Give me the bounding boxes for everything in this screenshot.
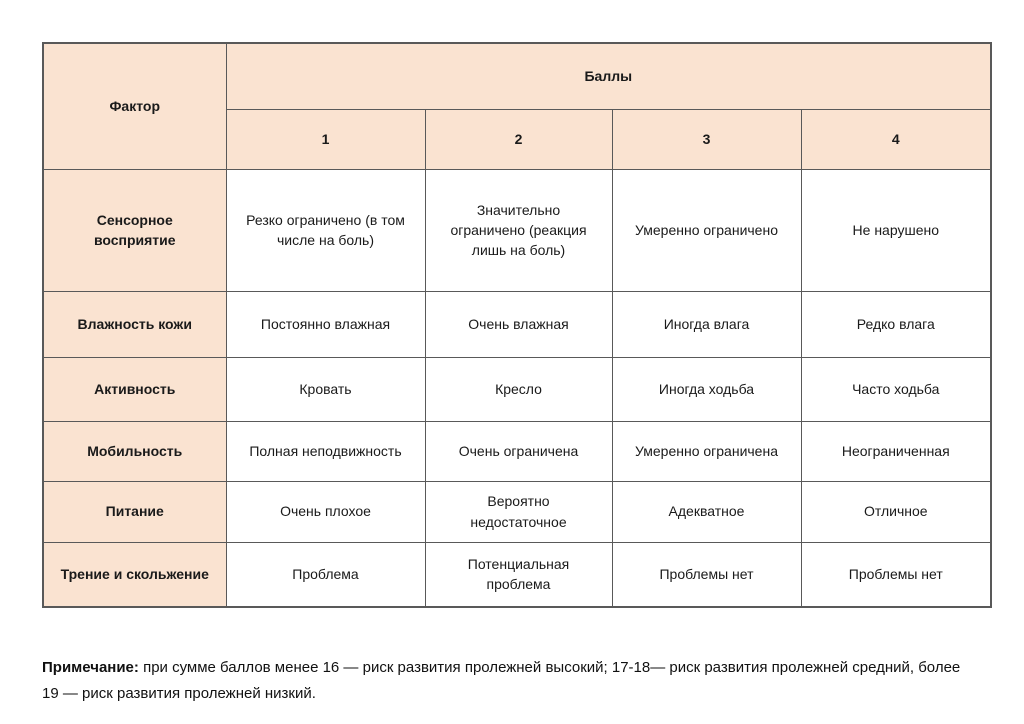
footnote: [42, 655, 967, 708]
table-row-friction: [43, 542, 991, 607]
cell-friction-score-4: Проблемы нет: [801, 542, 991, 607]
risk-assessment-table: [42, 42, 992, 608]
cell-friction-score-2: Потенциальная проблема: [425, 542, 612, 607]
cell-nutrition-score-4: Отличное: [801, 481, 991, 542]
points-column-header-3: 3: [612, 109, 801, 169]
table-row-nutrition: [43, 481, 991, 542]
factor-label-sensory: Сенсорное восприятие: [43, 169, 226, 291]
cell-mobility-score-4: Неограниченная: [801, 421, 991, 481]
factor-label-activity: Активность: [43, 357, 226, 421]
cell-activity-score-4: Часто ходьба: [801, 357, 991, 421]
cell-activity-score-1: Кровать: [226, 357, 425, 421]
cell-sensory-score-4: Не нарушено: [801, 169, 991, 291]
footnote-text: при сумме баллов менее 16 — риск развития пролежней высокий; 17-18— риск развития пролежней средний, более 19 — риск развития пролежней низкий.: [42, 659, 961, 703]
cell-activity-score-3: Иногда ходьба: [612, 357, 801, 421]
cell-mobility-score-1: Полная неподвижность: [226, 421, 425, 481]
cell-moisture-score-4: Редко влага: [801, 291, 991, 357]
cell-mobility-score-3: Умеренно ограничена: [612, 421, 801, 481]
table-row-mobility: [43, 421, 991, 481]
factor-label-friction: Трение и скольжение: [43, 542, 226, 607]
cell-activity-score-2: Кресло: [425, 357, 612, 421]
cell-mobility-score-2: Очень ограничена: [425, 421, 612, 481]
cell-friction-score-1: Проблема: [226, 542, 425, 607]
points-column-header-1: 1: [226, 109, 425, 169]
points-column-header-2: 2: [425, 109, 612, 169]
cell-moisture-score-1: Постоянно влажная: [226, 291, 425, 357]
table-row-activity: [43, 357, 991, 421]
factor-label-moisture: Влажность кожи: [43, 291, 226, 357]
cell-sensory-score-2: Значительно ограничено (реакция лишь на боль): [425, 169, 612, 291]
cell-moisture-score-2: Очень влажная: [425, 291, 612, 357]
footnote-label: Примечание:: [42, 659, 139, 676]
cell-nutrition-score-3: Адекватное: [612, 481, 801, 542]
cell-friction-score-3: Проблемы нет: [612, 542, 801, 607]
cell-nutrition-score-1: Очень плохое: [226, 481, 425, 542]
cell-moisture-score-3: Иногда влага: [612, 291, 801, 357]
factor-label-nutrition: Питание: [43, 481, 226, 542]
points-column-header-4: 4: [801, 109, 991, 169]
cell-nutrition-score-2: Вероятно недостаточное: [425, 481, 612, 542]
cell-sensory-score-3: Умеренно ограничено: [612, 169, 801, 291]
factor-label-mobility: Мобильность: [43, 421, 226, 481]
factor-column-header: Фактор: [43, 43, 226, 169]
table-row-moisture: [43, 291, 991, 357]
cell-sensory-score-1: Резко ограничено (в том числе на боль): [226, 169, 425, 291]
table-row-sensory: [43, 169, 991, 291]
points-group-header: Баллы: [226, 43, 991, 109]
